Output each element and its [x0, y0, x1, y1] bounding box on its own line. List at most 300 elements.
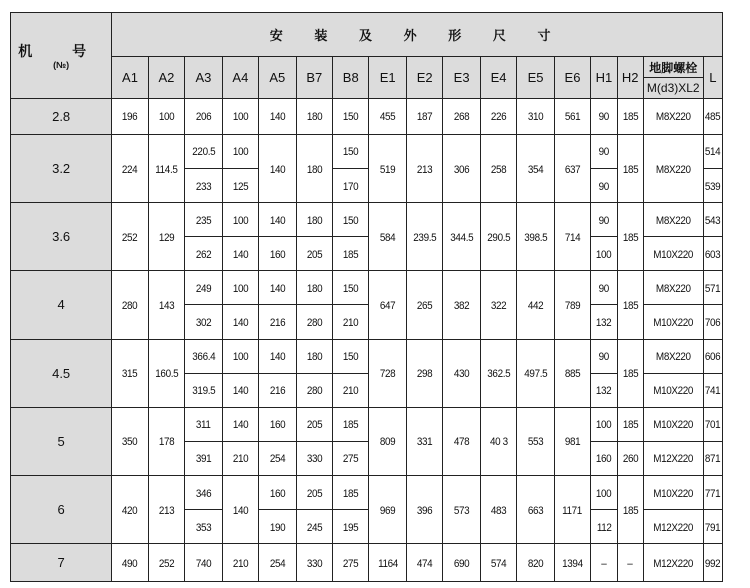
cell-value: 571: [705, 282, 721, 295]
table-row: [11, 339, 723, 373]
cell-value: 366.4: [191, 351, 215, 364]
cell-h1: [591, 99, 617, 135]
cell-a5: [259, 305, 296, 339]
cell-value: 140: [232, 419, 249, 432]
cell-value: 706: [705, 317, 721, 329]
cell-a1: [112, 271, 148, 339]
cell-bolt: [643, 476, 703, 510]
cell-e2: [406, 134, 442, 202]
cell-l: [703, 544, 722, 582]
cell-value: 514: [705, 146, 721, 159]
cell-value: M12X220: [653, 453, 694, 466]
cell-value: 809: [379, 436, 396, 449]
cell-value: 210: [343, 385, 359, 398]
cell-h1: [591, 407, 617, 441]
cell-bolt: [643, 544, 703, 582]
cell-value: 1171: [562, 504, 583, 517]
column-header-e6: E6: [554, 57, 590, 99]
cell-value: 205: [306, 487, 323, 500]
cell-e2: [406, 339, 442, 407]
cell-value: 210: [232, 557, 249, 570]
cell-a1: [112, 339, 148, 407]
cell-bolt: [643, 237, 703, 271]
cell-b8: [333, 407, 369, 441]
cell-e4: [480, 99, 516, 135]
cell-h1: [591, 373, 617, 407]
cell-e3: [443, 339, 480, 407]
cell-b8: [333, 441, 369, 475]
cell-e5: [517, 134, 554, 202]
cell-h1: [591, 134, 617, 168]
cell-e6: [554, 134, 590, 202]
cell-value: 170: [343, 180, 359, 193]
cell-e3: [443, 271, 480, 339]
cell-value: M8X220: [655, 282, 691, 295]
cell-l: [703, 305, 722, 339]
cell-value: 210: [232, 453, 249, 466]
cell-a2: [148, 407, 184, 475]
cell-a3: [185, 271, 222, 305]
cell-value: 160: [269, 248, 286, 261]
cell-value: 254: [269, 453, 286, 466]
column-header-e1: E1: [369, 57, 406, 99]
cell-value: 185: [343, 487, 359, 500]
cell-e4: [480, 271, 516, 339]
cell-e2: [406, 544, 442, 582]
machine-number: 4: [57, 297, 65, 313]
cell-value: 100: [232, 282, 249, 295]
cell-value: 310: [527, 111, 544, 124]
table-row: [11, 203, 723, 237]
table-row: [11, 476, 723, 510]
cell-e3: [443, 407, 480, 475]
column-header-a4: A4: [222, 57, 258, 99]
cell-l: [703, 373, 722, 407]
machine-number-cell: [11, 99, 112, 135]
cell-value: 430: [453, 368, 470, 381]
cell-a3: [185, 476, 222, 510]
cell-value: 150: [343, 111, 359, 124]
cell-b7: [296, 544, 332, 582]
cell-a3: [185, 99, 222, 135]
cell-e6: [554, 476, 590, 544]
cell-value: 210: [343, 317, 359, 329]
cell-value: 280: [122, 299, 138, 312]
cell-value: 268: [453, 111, 470, 124]
cell-value: 490: [122, 557, 138, 570]
cell-e5: [517, 476, 554, 544]
cell-b8: [333, 237, 369, 271]
cell-value: 280: [306, 317, 323, 329]
cell-value: 100: [158, 111, 175, 124]
column-header-e3: E3: [443, 57, 480, 99]
cell-a1: [112, 134, 148, 202]
cell-b7: [296, 407, 332, 441]
cell-e2: [406, 203, 442, 271]
cell-e6: [554, 339, 590, 407]
cell-a3: [185, 510, 222, 544]
cell-value: 150: [343, 351, 359, 364]
cell-bolt: [643, 339, 703, 373]
cell-l: [703, 407, 722, 441]
column-header-l: L: [703, 57, 722, 99]
cell-value: 180: [306, 214, 323, 227]
cell-h2: [617, 544, 643, 582]
cell-value: 140: [269, 214, 286, 227]
cell-value: 185: [622, 419, 638, 432]
cell-e6: [554, 99, 590, 135]
cell-value: 603: [705, 248, 721, 261]
cell-value: M10X220: [653, 317, 694, 329]
cell-b7: [296, 476, 332, 510]
cell-value: 125: [232, 180, 249, 193]
table-row: [11, 134, 723, 168]
cell-value: 690: [453, 557, 470, 570]
cell-e4: [480, 339, 516, 407]
cell-b7: [296, 339, 332, 373]
cell-value: 190: [269, 521, 286, 534]
cell-value: 1164: [377, 557, 398, 570]
cell-value: 206: [195, 111, 212, 124]
cell-value: 396: [416, 504, 433, 517]
cell-e4: [480, 544, 516, 582]
cell-a2: [148, 339, 184, 407]
machine-number: 3.2: [52, 161, 71, 177]
cell-b7: [296, 99, 332, 135]
cell-l: [703, 339, 722, 373]
cell-h2: [617, 441, 643, 475]
cell-value: 398.5: [524, 231, 548, 244]
cell-h1: [591, 510, 617, 544]
cell-a4: [222, 271, 258, 305]
cell-b8: [333, 169, 369, 203]
cell-h1: [591, 237, 617, 271]
cell-h2: [617, 203, 643, 271]
cell-e6: [554, 203, 590, 271]
cell-value: 740: [195, 557, 212, 570]
cell-b8: [333, 339, 369, 373]
cell-value: 100: [232, 351, 249, 364]
cell-value: 239.5: [413, 231, 437, 244]
cell-value: 553: [527, 436, 544, 449]
cell-value: 442: [527, 299, 544, 312]
cell-a1: [112, 203, 148, 271]
cell-value: 180: [306, 282, 323, 295]
cell-value: M10X220: [653, 487, 694, 500]
cell-e5: [517, 339, 554, 407]
cell-e1: [369, 271, 406, 339]
cell-value: M8X220: [655, 214, 691, 227]
cell-value: 252: [158, 557, 175, 570]
cell-a5: [259, 407, 296, 441]
cell-value: 90: [598, 282, 610, 295]
header-row-columns: [11, 57, 723, 78]
cell-b7: [296, 373, 332, 407]
machine-number: 5: [57, 433, 65, 449]
cell-a5: [259, 510, 296, 544]
cell-value: 254: [269, 557, 286, 570]
cell-value: 353: [195, 521, 212, 534]
cell-value: 180: [306, 163, 323, 176]
cell-value: 771: [705, 487, 721, 500]
cell-value: 315: [122, 368, 138, 381]
cell-a2: [148, 476, 184, 544]
cell-a4: [222, 476, 258, 544]
cell-value: 112: [596, 521, 612, 534]
machine-number-cell: [11, 203, 112, 271]
cell-l: [703, 203, 722, 237]
column-header-b8: B8: [333, 57, 369, 99]
cell-a3: [185, 544, 222, 582]
cell-value: 391: [195, 453, 212, 466]
cell-value: 252: [122, 231, 138, 244]
cell-value: 354: [527, 163, 544, 176]
cell-a4: [222, 134, 258, 168]
cell-value: 249: [195, 282, 212, 295]
cell-a5: [259, 134, 296, 202]
cell-value: 185: [622, 368, 638, 381]
cell-value: 637: [564, 163, 581, 176]
cell-value: 185: [622, 231, 638, 244]
cell-e6: [554, 407, 590, 475]
cell-e5: [517, 407, 554, 475]
cell-value: M8X220: [655, 111, 691, 124]
cell-l: [703, 271, 722, 305]
cell-e4: [480, 134, 516, 202]
cell-value: 483: [490, 504, 507, 517]
cell-value: 216: [269, 317, 286, 329]
cell-a1: [112, 476, 148, 544]
cell-value: –: [601, 557, 607, 570]
cell-e5: [517, 271, 554, 339]
cell-b7: [296, 237, 332, 271]
cell-a3: [185, 203, 222, 237]
cell-b8: [333, 134, 369, 168]
machine-number-cell: [11, 476, 112, 544]
cell-e3: [443, 544, 480, 582]
cell-value: 180: [306, 111, 323, 124]
cell-value: 224: [122, 163, 138, 176]
cell-bolt: [643, 271, 703, 305]
cell-value: 140: [232, 248, 249, 261]
cell-value: 306: [453, 163, 470, 176]
cell-a2: [148, 99, 184, 135]
cell-value: 195: [343, 521, 359, 534]
cell-b7: [296, 134, 332, 202]
cell-b7: [296, 203, 332, 237]
title-header: [112, 13, 723, 57]
cell-e3: [443, 203, 480, 271]
cell-e1: [369, 544, 406, 582]
cell-value: 216: [269, 385, 286, 398]
cell-e1: [369, 99, 406, 135]
cell-value: 791: [705, 521, 721, 534]
cell-value: 311: [196, 419, 211, 432]
cell-a5: [259, 339, 296, 373]
cell-value: 185: [622, 163, 638, 176]
cell-a3: [185, 441, 222, 475]
cell-a4: [222, 305, 258, 339]
cell-value: 100: [596, 248, 612, 261]
cell-value: 1394: [562, 557, 583, 570]
cell-a3: [185, 134, 222, 168]
cell-value: 185: [622, 504, 638, 517]
machine-number: 4.5: [52, 365, 71, 381]
column-header-b7: B7: [296, 57, 332, 99]
cell-h1: [591, 441, 617, 475]
cell-a1: [112, 407, 148, 475]
cell-e6: [554, 544, 590, 582]
column-header-a5: A5: [259, 57, 296, 99]
cell-h2: [617, 134, 643, 202]
cell-value: 185: [343, 248, 359, 261]
cell-value: 265: [416, 299, 433, 312]
cell-b7: [296, 441, 332, 475]
cell-value: 275: [343, 557, 359, 570]
machine-number-symbol: (№): [53, 59, 70, 70]
cell-a3: [185, 407, 222, 441]
column-header-a1: A1: [112, 57, 148, 99]
cell-value: 647: [379, 299, 396, 312]
cell-b7: [296, 305, 332, 339]
cell-value: 260: [622, 453, 638, 466]
cell-value: 382: [453, 299, 470, 312]
cell-h2: [617, 339, 643, 407]
cell-a4: [222, 99, 258, 135]
cell-a5: [259, 99, 296, 135]
cell-a5: [259, 476, 296, 510]
cell-a5: [259, 237, 296, 271]
column-header-e5: E5: [517, 57, 554, 99]
table-row: [11, 271, 723, 305]
cell-value: 885: [564, 368, 581, 381]
cell-e1: [369, 339, 406, 407]
cell-value: 981: [564, 436, 581, 449]
column-header-e2: E2: [406, 57, 442, 99]
cell-a2: [148, 544, 184, 582]
cell-value: 220.5: [191, 146, 215, 159]
cell-value: 280: [306, 385, 323, 398]
cell-b8: [333, 203, 369, 237]
cell-value: 561: [564, 111, 581, 124]
cell-value: 478: [453, 436, 470, 449]
cell-value: 245: [306, 521, 323, 534]
machine-number-label: 机 号: [18, 42, 105, 59]
table-row: [11, 407, 723, 441]
cell-value: 100: [232, 214, 249, 227]
cell-value: 90: [598, 214, 610, 227]
cell-value: 330: [306, 557, 323, 570]
cell-a2: [148, 271, 184, 339]
cell-h2: [617, 476, 643, 544]
cell-value: 205: [306, 419, 323, 432]
cell-a4: [222, 544, 258, 582]
cell-e2: [406, 99, 442, 135]
cell-value: 474: [416, 557, 433, 570]
machine-number-header: [11, 13, 112, 99]
cell-value: 160: [269, 419, 286, 432]
cell-a2: [148, 203, 184, 271]
cell-a3: [185, 339, 222, 373]
cell-value: 820: [527, 557, 544, 570]
cell-value: 574: [490, 557, 507, 570]
cell-value: 178: [158, 436, 175, 449]
bolt-header: 地脚螺栓: [643, 57, 703, 78]
cell-value: 871: [705, 453, 721, 466]
cell-e2: [406, 476, 442, 544]
cell-value: 140: [269, 351, 286, 364]
cell-a4: [222, 407, 258, 441]
cell-h2: [617, 99, 643, 135]
table-title: 安 装 及 外 形 尺 寸: [269, 28, 565, 43]
cell-value: 40 3: [489, 436, 508, 449]
cell-bolt: [643, 305, 703, 339]
cell-value: 235: [195, 214, 212, 227]
cell-a1: [112, 99, 148, 135]
cell-h1: [591, 339, 617, 373]
cell-h1: [591, 544, 617, 582]
bolt-subheader: M(d3)XL2: [643, 78, 703, 99]
column-header-h1: H1: [591, 57, 617, 99]
cell-value: 584: [379, 231, 396, 244]
cell-value: M8X220: [655, 163, 691, 176]
cell-value: 90: [598, 111, 610, 124]
cell-e5: [517, 544, 554, 582]
cell-a3: [185, 305, 222, 339]
cell-value: 90: [598, 146, 610, 159]
cell-l: [703, 169, 722, 203]
cell-value: 262: [195, 248, 212, 261]
cell-e5: [517, 99, 554, 135]
cell-a4: [222, 169, 258, 203]
cell-b8: [333, 476, 369, 510]
cell-value: 185: [622, 111, 638, 124]
cell-value: 290.5: [487, 231, 511, 244]
cell-value: 539: [705, 180, 721, 193]
cell-b8: [333, 544, 369, 582]
cell-b8: [333, 510, 369, 544]
cell-value: M10X220: [653, 385, 694, 398]
cell-a1: [112, 544, 148, 582]
machine-number-cell: [11, 271, 112, 339]
cell-value: 150: [343, 282, 359, 295]
cell-b8: [333, 99, 369, 135]
cell-a5: [259, 271, 296, 305]
cell-a5: [259, 203, 296, 237]
cell-value: 741: [705, 385, 721, 398]
cell-bolt: [643, 510, 703, 544]
cell-value: 302: [195, 317, 212, 329]
cell-value: 160: [269, 487, 286, 500]
cell-value: 160: [596, 453, 612, 466]
column-header-h2: H2: [617, 57, 643, 99]
cell-l: [703, 441, 722, 475]
cell-value: 543: [705, 214, 721, 227]
cell-bolt: [643, 373, 703, 407]
cell-value: –: [627, 557, 633, 570]
cell-value: 728: [379, 368, 396, 381]
cell-value: 160.5: [154, 368, 178, 381]
cell-value: 140: [232, 504, 249, 517]
cell-value: 322: [490, 299, 507, 312]
cell-b8: [333, 373, 369, 407]
machine-number-cell: [11, 339, 112, 407]
header-row-title: [11, 13, 723, 57]
cell-value: 319.5: [191, 385, 215, 398]
cell-e3: [443, 476, 480, 544]
machine-number: 6: [57, 502, 65, 518]
cell-e6: [554, 271, 590, 339]
